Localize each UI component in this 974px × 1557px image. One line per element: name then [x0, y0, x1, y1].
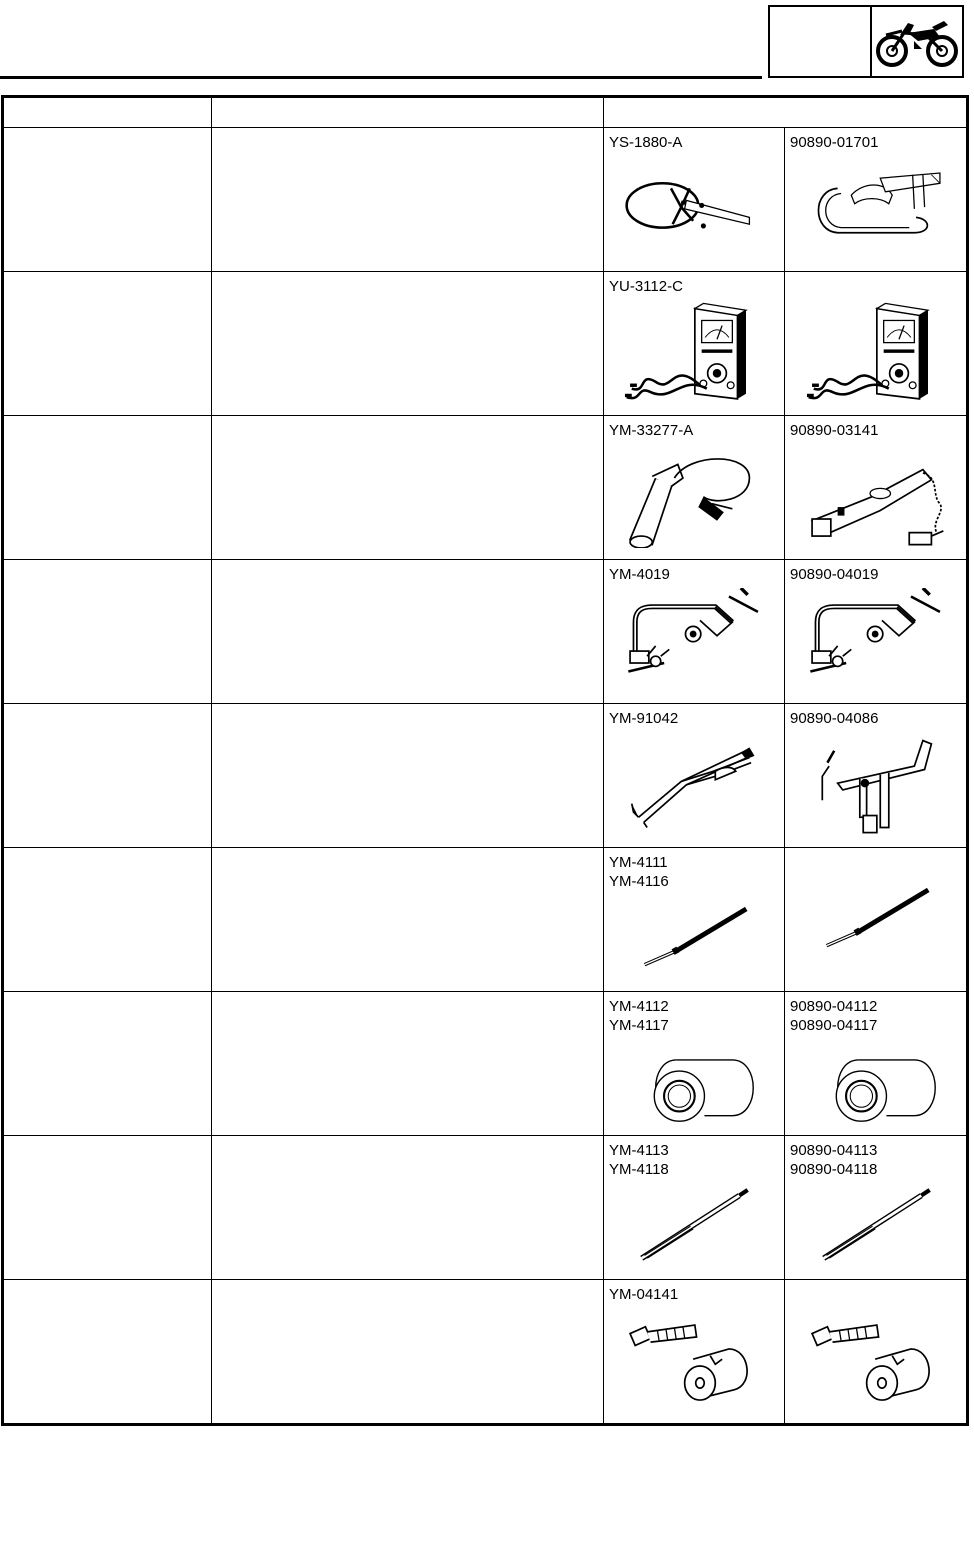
description-cell [212, 1136, 604, 1280]
tool-name-cell [3, 560, 212, 704]
header-cell-description [212, 97, 604, 128]
valve-guide-installer-illustration [612, 1039, 776, 1124]
section-badge-icon-cell [872, 7, 962, 76]
header-cell-part-number [604, 97, 968, 128]
table-row [3, 560, 968, 704]
timing-light-illustration [612, 444, 776, 548]
tool-name-cell [3, 992, 212, 1136]
part-number-line: YS-1880-A [609, 134, 683, 151]
tool-name-cell [3, 272, 212, 416]
tool-name-cell [3, 1280, 212, 1425]
part-number [785, 704, 966, 728]
part-number-line: YM-91042 [609, 710, 679, 727]
part-number-line: YM-33277-A [609, 422, 694, 439]
description-cell [212, 992, 604, 1136]
intl-part-number-cell [785, 992, 968, 1136]
part-number-line: 90890-04118 [790, 1161, 878, 1178]
us-part-number-cell [604, 848, 785, 992]
intl-part-number-cell [785, 704, 968, 848]
section-badge-blank [770, 7, 872, 76]
valve-guide-installer-illustration [794, 1039, 958, 1124]
part-number [785, 1280, 966, 1304]
valve-guide-reamer-illustration [612, 1183, 776, 1268]
us-part-number-cell [604, 272, 785, 416]
section-badge [768, 5, 964, 78]
description-cell [212, 560, 604, 704]
part-number-line: 90890-03141 [790, 422, 879, 439]
part-number-line: YM-4112 [609, 998, 669, 1015]
part-number-line: YU-3112-C [609, 278, 683, 295]
part-number-line: 90890-04113 [790, 1142, 878, 1159]
part-number-line: YM-4111 [609, 854, 668, 871]
intl-part-number-cell [785, 848, 968, 992]
table-row [3, 1280, 968, 1425]
tool-name-cell [3, 848, 212, 992]
part-number [604, 992, 784, 1035]
table-row [3, 128, 968, 272]
valve-spring-compressor-illustration [794, 588, 958, 692]
part-number-line: YM-4118 [609, 1161, 669, 1178]
tools-table-body [3, 97, 968, 1425]
part-number [785, 992, 966, 1035]
part-number-line: YM-4117 [609, 1017, 669, 1034]
us-part-number-cell [604, 1280, 785, 1425]
valve-seat-tool-illustration [612, 1308, 776, 1412]
table-header-row [3, 97, 968, 128]
part-number-line: YM-4113 [609, 1142, 669, 1159]
part-number [604, 1136, 784, 1179]
valve-spring-compressor-illustration [612, 588, 776, 692]
tool-name-cell [3, 128, 212, 272]
part-number [785, 416, 966, 440]
table-row [3, 992, 968, 1136]
table-row [3, 704, 968, 848]
table-row [3, 272, 968, 416]
part-number [785, 1136, 966, 1179]
part-number-line: 90890-04086 [790, 710, 879, 727]
special-tools-table [1, 95, 969, 1426]
multimeter-illustration [794, 300, 958, 404]
part-number-line: YM-4116 [609, 873, 669, 890]
clutch-holder-2-illustration [794, 732, 958, 836]
multimeter-illustration [612, 300, 776, 404]
part-number [604, 848, 784, 891]
part-number-line: 90890-04117 [790, 1017, 878, 1034]
part-number-line: 90890-04019 [790, 566, 879, 583]
intl-part-number-cell [785, 416, 968, 560]
belt-wrench-2-illustration [794, 156, 958, 260]
us-part-number-cell [604, 128, 785, 272]
part-number [785, 560, 966, 584]
part-number [604, 1280, 784, 1304]
us-part-number-cell [604, 560, 785, 704]
description-cell [212, 1280, 604, 1425]
intl-part-number-cell [785, 560, 968, 704]
part-number [785, 272, 966, 296]
tool-name-cell [3, 416, 212, 560]
tool-name-cell [3, 1136, 212, 1280]
belt-wrench-illustration [612, 156, 776, 260]
valve-guide-remover-illustration [612, 895, 776, 980]
tool-name-cell [3, 704, 212, 848]
intl-part-number-cell [785, 1136, 968, 1280]
us-part-number-cell [604, 992, 785, 1136]
header-rule [0, 76, 762, 79]
timing-light-2-illustration [794, 444, 958, 548]
part-number-line: 90890-04112 [790, 998, 878, 1015]
description-cell [212, 416, 604, 560]
part-number [604, 560, 784, 584]
part-number [604, 272, 784, 296]
description-cell [212, 704, 604, 848]
part-number [785, 848, 966, 872]
clutch-holder-illustration [612, 732, 776, 836]
part-number-line: 90890-01701 [790, 134, 879, 151]
part-number-line: YM-4019 [609, 566, 670, 583]
intl-part-number-cell [785, 128, 968, 272]
description-cell [212, 272, 604, 416]
table-row [3, 416, 968, 560]
valve-guide-reamer-illustration [794, 1183, 958, 1268]
intl-part-number-cell [785, 1280, 968, 1425]
description-cell [212, 128, 604, 272]
us-part-number-cell [604, 1136, 785, 1280]
header-cell-tool-name [3, 97, 212, 128]
part-number-line: YM-04141 [609, 1286, 679, 1303]
part-number [604, 416, 784, 440]
part-number [604, 128, 784, 152]
part-number [604, 704, 784, 728]
us-part-number-cell [604, 704, 785, 848]
table-row [3, 1136, 968, 1280]
valve-seat-tool-illustration [794, 1308, 958, 1412]
table-row [3, 848, 968, 992]
description-cell [212, 848, 604, 992]
part-number [785, 128, 966, 152]
valve-guide-remover-illustration [794, 876, 958, 961]
dirt-bike-icon [874, 11, 960, 73]
us-part-number-cell [604, 416, 785, 560]
intl-part-number-cell [785, 272, 968, 416]
